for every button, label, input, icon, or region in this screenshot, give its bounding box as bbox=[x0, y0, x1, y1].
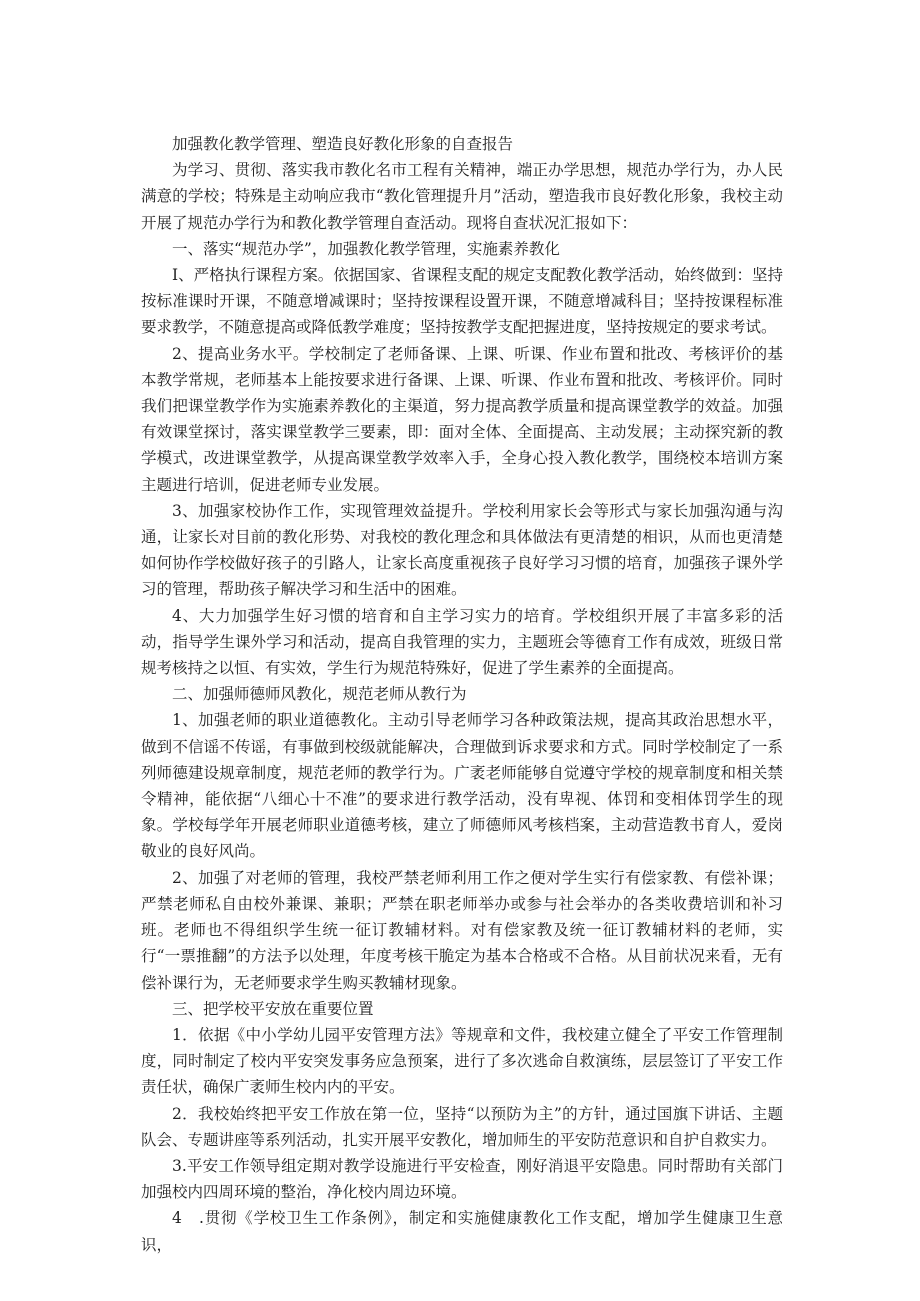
paragraph: 1．依据《中小学幼儿园平安管理方法》等规章和文件，我校建立健全了平安工作管理制度，同时制定了校内平安突发事务应急预案，进行了多次逃命自救演练，层层签订了平安工作责任状，确保广袤师生校内内的平安。 bbox=[141, 1025, 783, 1097]
section-1 bbox=[141, 236, 783, 681]
section-2 bbox=[141, 681, 783, 995]
paragraph: 2、加强了对老师的管理，我校严禁老师利用工作之便对学生实行有偿家教、有偿补课；严禁老师私自由校外兼课、兼职；严禁在职老师举办或参与社会举办的各类收费培训和补习班。老师也不得组织学生统一征订教辅材料。对有偿家教及统一征订教辅材料的老师，实行“一票推翻”的方法予以处理，年度考核干脆定为基本合格或不合格。从目前状况来看，无有偿补课行为，无老师要求学生购买教辅材现象。 bbox=[141, 868, 783, 992]
paragraph: 2、提高业务水平。学校制定了老师备课、上课、听课、作业布置和批改、考核评价的基本教学常规，老师基本上能按要求进行备课、上课、听课、作业布置和批改、考核评价。同时我们把课堂教学作为实施素养教化的主渠道，努力提高教学质量和提高课堂教学的效益。加强有效课堂探讨，落实课堂教学三要素，即：面对全体、全面提高、主动发展；主动探究新的教学模式，改进课堂教学，从提高课堂教学效率入手，全身心投入教化教学，围绕校本培训方案主题进行培训，促进老师专业发展。 bbox=[141, 344, 783, 494]
section-3 bbox=[141, 996, 783, 1258]
paragraph: 1、加强老师的职业道德教化。主动引导老师学习各种政策法规，提高其政治思想水平，做到不信谣不传谣，有事做到校级就能解决，合理做到诉求要求和方式。同时学校制定了一系列师德建设规章制度，规范老师的教学行为。广袤老师能够自觉遵守学校的规章制度和相关禁令精神，能依据“八细心十不准”的要求进行教学活动，没有卑视、体罚和变相体罚学生的现象。学校每学年开展老师职业道德考核，建立了师德师风考核档案，主动营造教书育人，爱岗敬业的良好风尚。 bbox=[141, 711, 783, 861]
section-heading: 三、把学校平安放在重要位置 bbox=[172, 999, 374, 1018]
paragraph: 3.平安工作领导组定期对教学设施进行平安检查，刚好消退平安隐患。同时帮助有关部门加强校内四周环境的整治，净化校内周边环境。 bbox=[141, 1156, 783, 1202]
intro-paragraph: 为学习、贯彻、落实我市教化名市工程有关精神，端正办学思想，规范办学行为，办人民满意的学校；特殊是主动响应我市“教化管理提升月”活动，塑造我市良好教化形象，我校主动开展了规范办学行为和教化教学管理自查活动。现将自查状况汇报如下： bbox=[141, 161, 783, 232]
paragraph: 3、加强家校协作工作，实现管理效益提升。学校利用家长会等形式与家长加强沟通与沟通，让家长对目前的教化形势、对我校的教化理念和具体做法有更清楚的相识，从而也更清楚如何协作学校做好孩子的引路人，让家长高度重视孩子良好学习习惯的培育，加强孩子课外学习的管理，帮助孩子解决学习和生活中的困难。 bbox=[141, 501, 783, 599]
section-heading: 一、落实“规范办学”，加强教化教学管理，实施素养教化 bbox=[172, 239, 560, 258]
section-heading: 二、加强师德师风教化，规范老师从教行为 bbox=[172, 685, 467, 704]
paragraph: 4 .贯彻《学校卫生工作条例》，制定和实施健康教化工作支配，增加学生健康卫生意识， bbox=[141, 1209, 783, 1254]
document-page bbox=[141, 131, 783, 1258]
document-title: 加强教化教学管理、塑造良好教化形象的自查报告 bbox=[172, 135, 514, 153]
paragraph: 2．我校始终把平安工作放在第一位，坚持“以预防为主”的方针，通过国旗下讲话、主题队会、专题讲座等系列活动，扎实开展平安教化，增加师生的平安防范意识和自护自救实力。 bbox=[141, 1104, 783, 1149]
paragraph: I、严格执行课程方案。依据国家、省课程支配的规定支配教化教学活动，始终做到：坚持按标准课时开课，不随意增减课时；坚持按课程设置开课，不随意增减科目；坚持按课程标准要求教学，不随意提高或降低教学难度；坚持按教学支配把握进度，坚持按规定的要求考试。 bbox=[141, 266, 783, 337]
paragraph: 4、大力加强学生好习惯的培育和自主学习实力的培育。学校组织开展了丰富多彩的活动，指导学生课外学习和活动，提高自我管理的实力，主题班会等德育工作有成效，班级日常规考核持之以恒、有实效，学生行为规范特殊好，促进了学生素养的全面提高。 bbox=[141, 606, 783, 678]
